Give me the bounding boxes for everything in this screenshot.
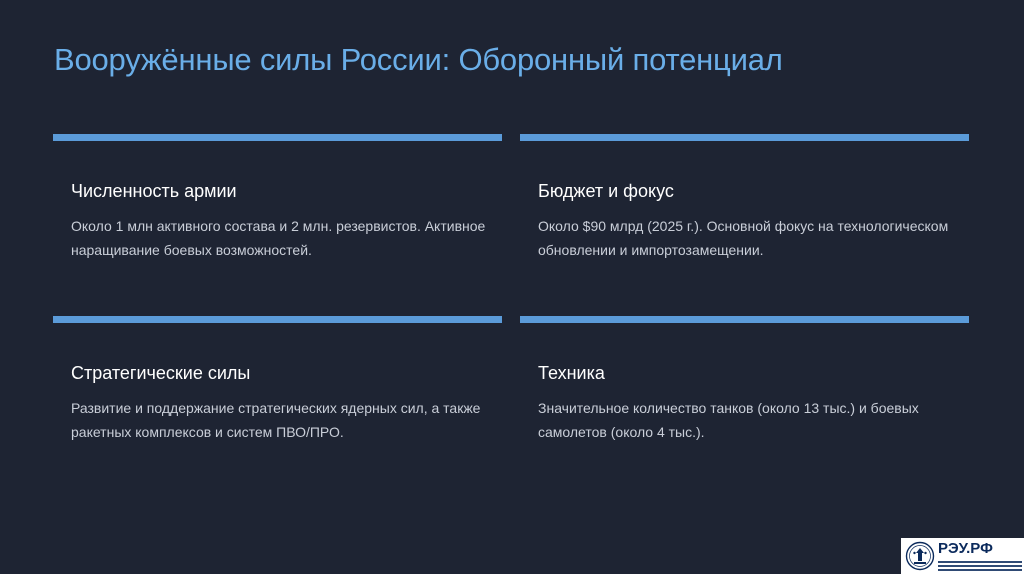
card-accent-bar [520, 316, 969, 323]
university-crest-icon [905, 541, 935, 571]
card-accent-bar [53, 134, 502, 141]
card-budget [520, 134, 969, 284]
card-text: Около $90 млрд (2025 г.). Основной фокус на технологическом обновлении и импортозамещении. [538, 218, 949, 258]
card-heading: Стратегические силы [71, 363, 251, 383]
card-heading: Техника [538, 363, 605, 383]
card-army-size [53, 134, 502, 284]
card-heading: Численность армии [71, 181, 237, 201]
logo-subtitle-lines [938, 559, 1022, 571]
card-strategic-forces [53, 316, 502, 466]
card-text: Около 1 млн активного состава и 2 млн. резервистов. Активное наращивание боевых возможностей. [71, 218, 486, 258]
card-equipment [520, 316, 969, 466]
card-text: Развитие и поддержание стратегических ядерных сил, а также ракетных комплексов и систем ПВО/ПРО. [71, 400, 481, 440]
card-accent-bar [53, 316, 502, 323]
card-heading: Бюджет и фокус [538, 181, 674, 201]
card-text: Значительное количество танков (около 13 тыс.) и боевых самолетов (около 4 тыс.). [538, 400, 919, 440]
logo-wordmark: РЭУ.РФ [938, 540, 993, 557]
university-logo [901, 538, 1024, 574]
card-accent-bar [520, 134, 969, 141]
slide-title: Вооружённые силы России: Оборонный потенциал [54, 42, 783, 77]
